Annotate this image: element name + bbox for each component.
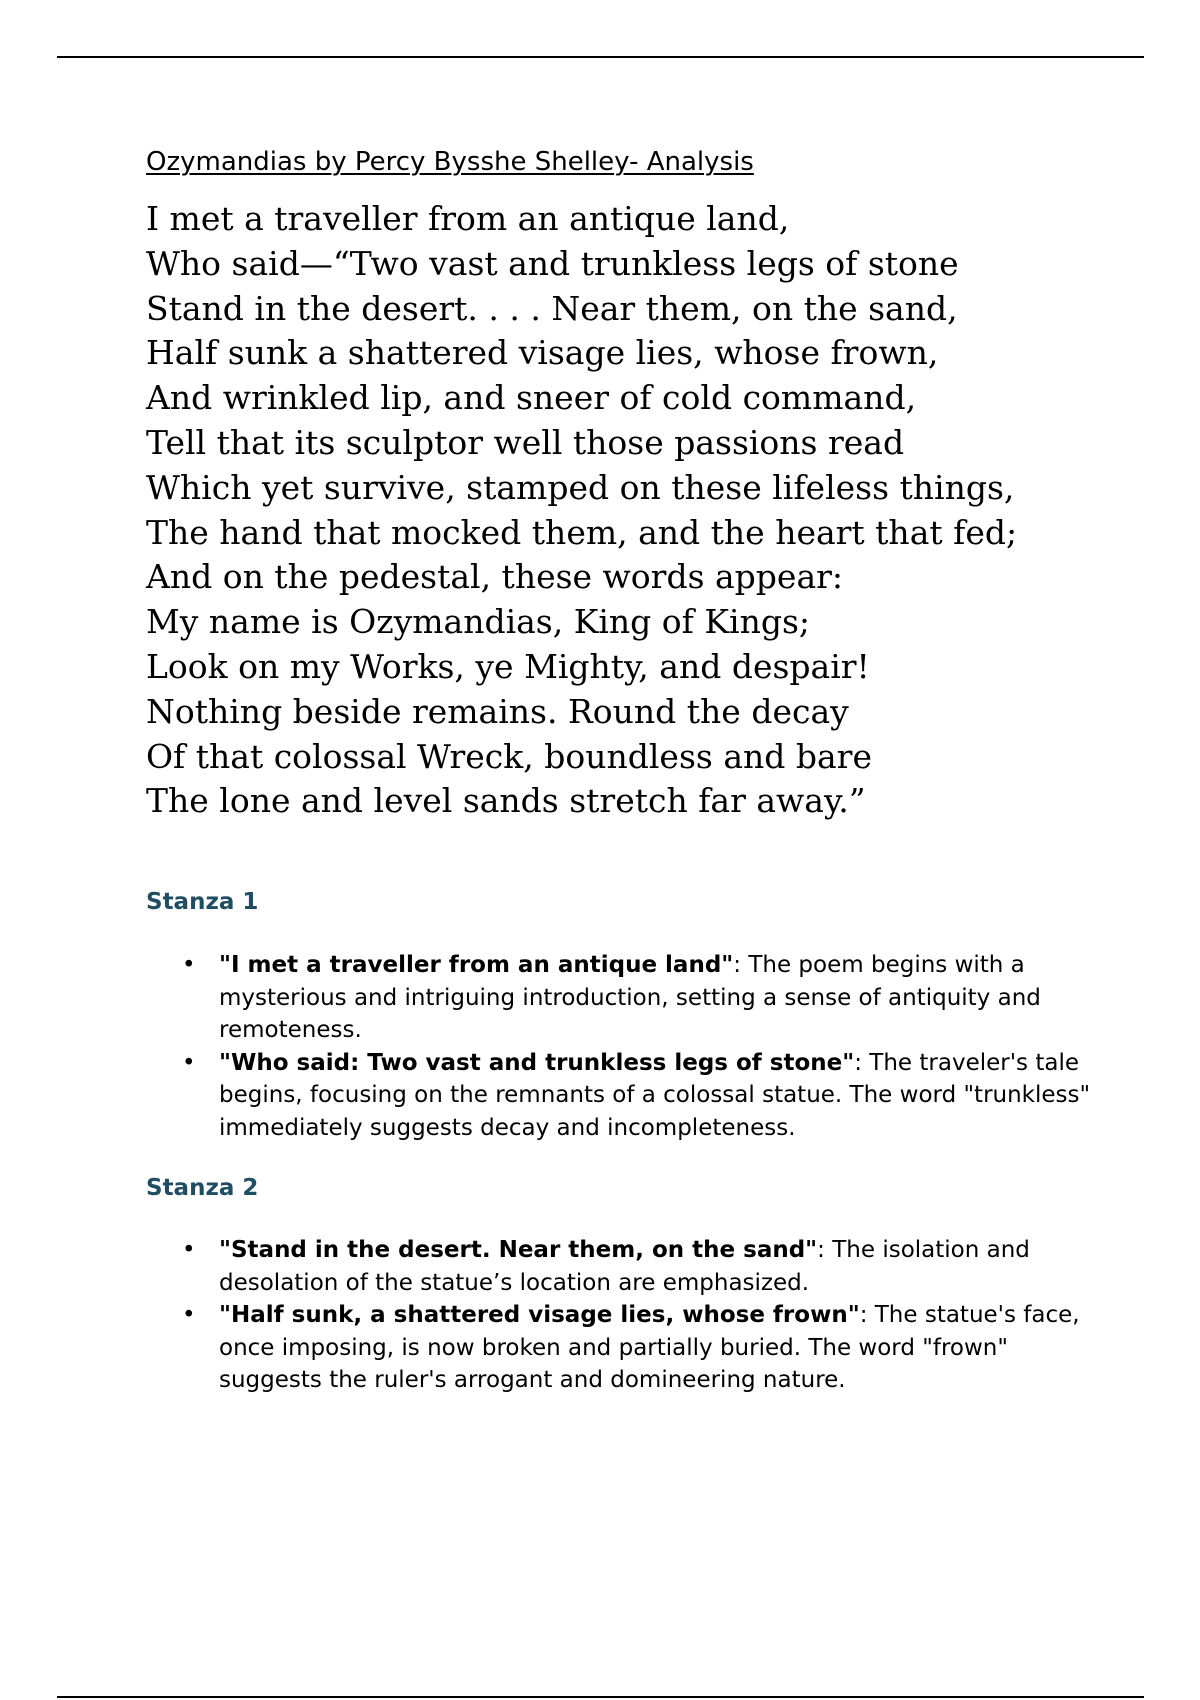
poem-line: The hand that mocked them, and the heart that fed; (146, 512, 1018, 552)
poem-line: And on the pedestal, these words appear: (146, 557, 844, 597)
bullet-explanation: : The poem begins with a mysterious and intriguing introduction, setting a sense of antiquity and remoteness. (219, 952, 1041, 1043)
poem-line: The lone and level sands stretch far away.” (146, 781, 866, 821)
bullet-icon: • (182, 1302, 196, 1328)
stanza-2-bullet-list (146, 1234, 1096, 1397)
poem-line: I met a traveller from an antique land, (146, 199, 790, 238)
poem-line: Tell that its sculptor well those passions read (146, 422, 905, 462)
bullet-icon: • (182, 952, 196, 978)
poem-text (146, 197, 1017, 824)
poem-line: And wrinkled lip, and sneer of cold command, (146, 378, 917, 418)
poem-line: Of that colossal Wreck, boundless and bare (146, 736, 872, 776)
poem-line: Nothing beside remains. Round the decay (146, 691, 849, 731)
poem-line: Half sunk a shattered visage lies, whose frown, (146, 333, 939, 373)
poem-line: Which yet survive, stamped on these lifeless things, (146, 467, 1015, 507)
bullet-item (146, 1234, 1096, 1299)
bottom-page-rule (57, 1696, 1144, 1698)
stanza-1-bullet-list (146, 949, 1096, 1144)
bullet-item (146, 1047, 1096, 1145)
bullet-item (146, 949, 1096, 1047)
bullet-item (146, 1299, 1096, 1397)
poem-line: Look on my Works, ye Mighty, and despair! (146, 646, 870, 686)
stanza-1-heading: Stanza 1 (146, 889, 259, 915)
document-title: Ozymandias by Percy Bysshe Shelley- Analysis (146, 147, 754, 177)
poem-line: Who said—“Two vast and trunkless legs of stone (146, 243, 959, 283)
bullet-explanation: : The isolation and desolation of the statue’s location are emphasized. (219, 1237, 1030, 1296)
bullet-explanation: : The traveler's tale begins, focusing on the remnants of a colossal statue. The word "trunkless" immediately suggests decay and incompleteness. (219, 1049, 1091, 1141)
quoted-line: "Half sunk, a shattered visage lies, whose frown" (219, 1302, 860, 1328)
top-page-rule (57, 56, 1144, 58)
poem-line: Stand in the desert. . . . Near them, on the sand, (146, 288, 958, 328)
quoted-line: "Stand in the desert. Near them, on the sand" (219, 1237, 818, 1263)
quoted-line: "Who said: Two vast and trunkless legs of stone" (219, 1049, 855, 1076)
bullet-icon: • (182, 1049, 196, 1076)
bullet-icon: • (182, 1237, 196, 1263)
poem-line: My name is Ozymandias, King of Kings; (146, 602, 810, 642)
quoted-line: "I met a traveller from an antique land" (219, 952, 734, 978)
bullet-explanation: : The statue's face, once imposing, is now broken and partially buried. The word "frown" suggests the ruler's arrogant and domineering nature. (219, 1302, 1080, 1393)
stanza-2-heading: Stanza 2 (146, 1175, 259, 1201)
